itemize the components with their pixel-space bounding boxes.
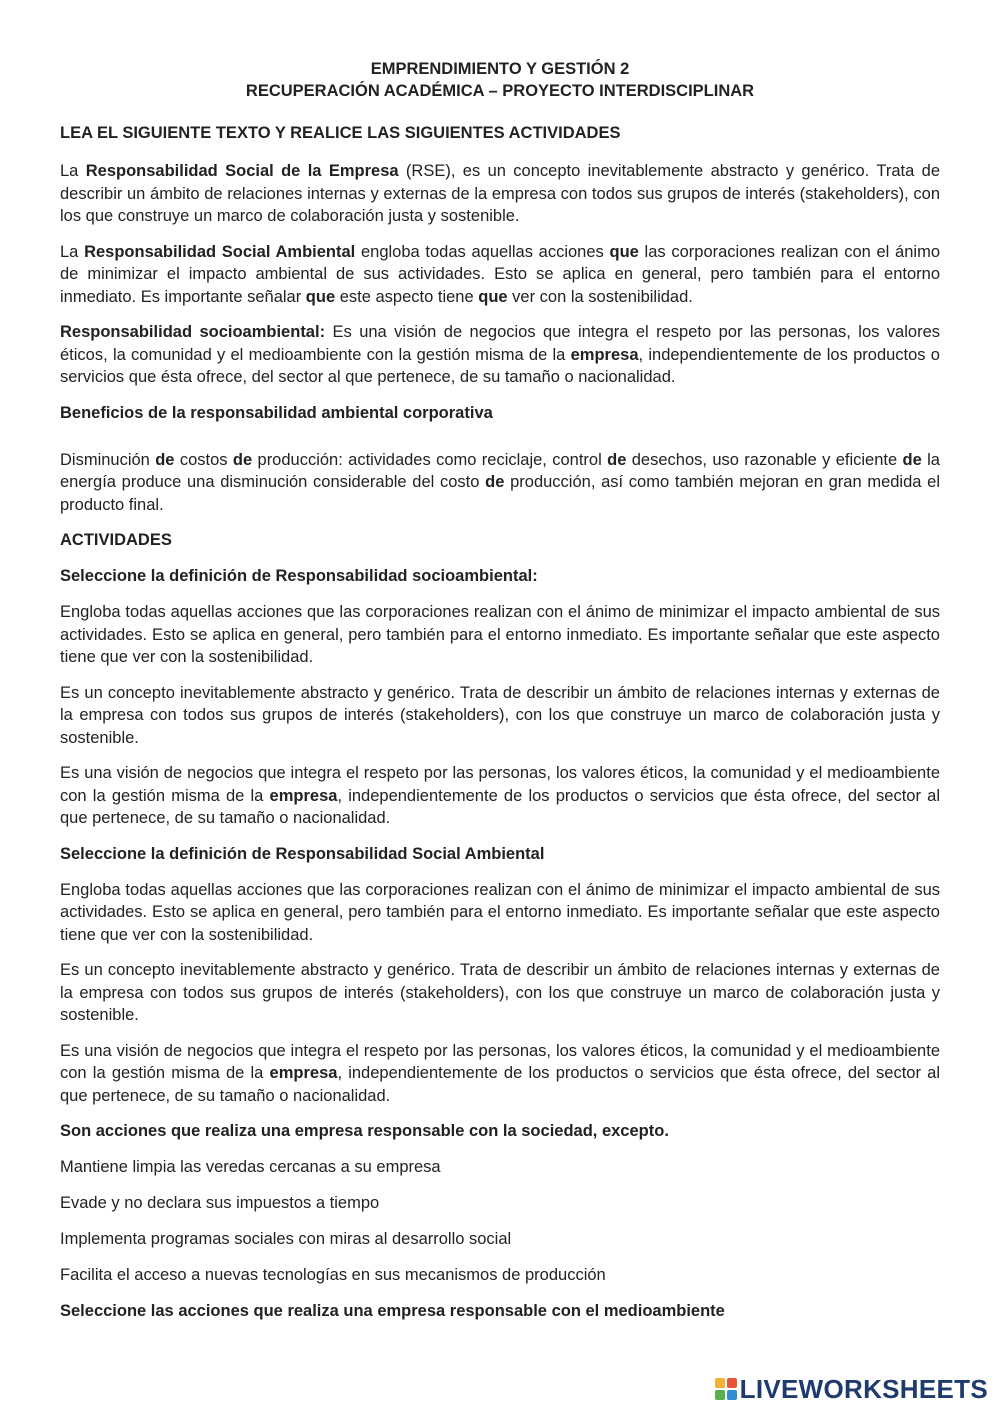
activities-heading: ACTIVIDADES bbox=[60, 531, 172, 549]
question-3-option-4[interactable]: Facilita el acceso a nuevas tecnologías en sus mecanismos de producción bbox=[60, 1266, 606, 1284]
header-line-1: EMPRENDIMIENTO Y GESTIÓN 2 bbox=[370, 60, 630, 78]
question-2-option-1[interactable]: Engloba todas aquellas acciones que las corporaciones realizan con el ánimo de minimizar el impacto ambiental de sus actividades. Esto se aplica en general, pero también para el entorno inmediato. Es importante señalar que este aspecto tiene que ver con la sostenibilidad. bbox=[60, 880, 940, 944]
question-1-option-2[interactable]: Es un concepto inevitablemente abstracto y genérico. Trata de describir un ámbito de relaciones internas y externas de la empresa con todos sus grupos de interés (stakeholders), con los que construye un marco de colaboración justa y sostenible. bbox=[60, 683, 940, 747]
header-line-2: RECUPERACIÓN ACADÉMICA – PROYECTO INTERDISCIPLINAR bbox=[245, 82, 755, 100]
logo-square-4 bbox=[727, 1390, 737, 1400]
worksheet-page bbox=[60, 58, 940, 1340]
question-1-option-3[interactable]: Es una visión de negocios que integra el respeto por las personas, los valores éticos, la comunidad y el medioambiente con la gestión misma de la empresa, independientemente de los productos o servicios que ésta ofrece, del sector al que pertenece, de su tamaño o nacionalidad. bbox=[60, 764, 940, 827]
logo-square-2 bbox=[727, 1378, 737, 1388]
logo-square-1 bbox=[715, 1378, 725, 1388]
benefits-heading: Beneficios de la responsabilidad ambiental corporativa bbox=[60, 403, 493, 422]
question-2-option-2[interactable]: Es un concepto inevitablemente abstracto y genérico. Trata de describir un ámbito de relaciones internas y externas de la empresa con todos sus grupos de interés (stakeholders), con los que construye un marco de colaboración justa y sostenible. bbox=[60, 961, 940, 1024]
logo-text: LIVEWORKSHEETS bbox=[739, 1373, 988, 1404]
question-3-option-2[interactable]: Evade y no declara sus impuestos a tiempo bbox=[60, 1194, 380, 1212]
question-2-title: Seleccione la definición de Responsabilidad Social Ambiental bbox=[60, 844, 545, 863]
question-1-title: Seleccione la definición de Responsabilidad socioambiental: bbox=[60, 567, 538, 585]
question-3-option-3[interactable]: Implementa programas sociales con miras al desarrollo social bbox=[60, 1230, 512, 1248]
paragraph-rsa: La Responsabilidad Social Ambiental engloba todas aquellas acciones que las corporaciones realizan con el ánimo de minimizar el impacto ambiental de sus actividades. Esto se aplica en general, pero también para el entorno inmediato. Es importante señalar que este aspecto tiene que ver con la sostenibilidad. bbox=[60, 242, 940, 306]
paragraph-socioambiental: Responsabilidad socioambiental: Es una visión de negocios que integra el respeto por las personas, los valores éticos, la comunidad y el medioambiente con la gestión misma de la empresa, independientemente de los productos o servicios que ésta ofrece, del sector al que pertenece, de su tamaño o nacionalidad. bbox=[60, 323, 940, 386]
paragraph-benefits: Disminución de costos de producción: actividades como reciclaje, control de desechos, uso razonable y eficiente de la energía produce una disminución considerable del costo de producción, así como también mejoran en gran medida el producto final. bbox=[60, 450, 940, 514]
instruction-heading: LEA EL SIGUIENTE TEXTO Y REALICE LAS SIGUIENTES ACTIVIDADES bbox=[60, 124, 621, 142]
paragraph-rse: La Responsabilidad Social de la Empresa (RSE), es un concepto inevitablemente abstracto y genérico. Trata de describir un ámbito de relaciones internas y externas de la empresa con todos sus grupos de interés (stakeholders), con los que construye un marco de colaboración justa y sostenible. bbox=[60, 162, 940, 225]
question-3-title: Son acciones que realiza una empresa responsable con la sociedad, excepto. bbox=[60, 1122, 669, 1140]
liveworksheets-logo bbox=[715, 1373, 988, 1405]
question-3-option-1[interactable]: Mantiene limpia las veredas cercanas a su empresa bbox=[60, 1158, 441, 1176]
question-2-option-3[interactable]: Es una visión de negocios que integra el respeto por las personas, los valores éticos, la comunidad y el medioambiente con la gestión misma de la empresa, independientemente de los productos o servicios que ésta ofrece, del sector al que pertenece, de su tamaño o nacionalidad. bbox=[60, 1041, 940, 1105]
question-1-option-1[interactable]: Engloba todas aquellas acciones que las corporaciones realizan con el ánimo de minimizar el impacto ambiental de sus actividades. Esto se aplica en general, pero también para el entorno inmediato. Es importante señalar que este aspecto tiene que ver con la sostenibilidad. bbox=[60, 603, 940, 666]
logo-squares-icon bbox=[715, 1378, 737, 1400]
logo-square-3 bbox=[715, 1390, 725, 1400]
question-4-title: Seleccione las acciones que realiza una empresa responsable con el medioambiente bbox=[60, 1302, 725, 1320]
